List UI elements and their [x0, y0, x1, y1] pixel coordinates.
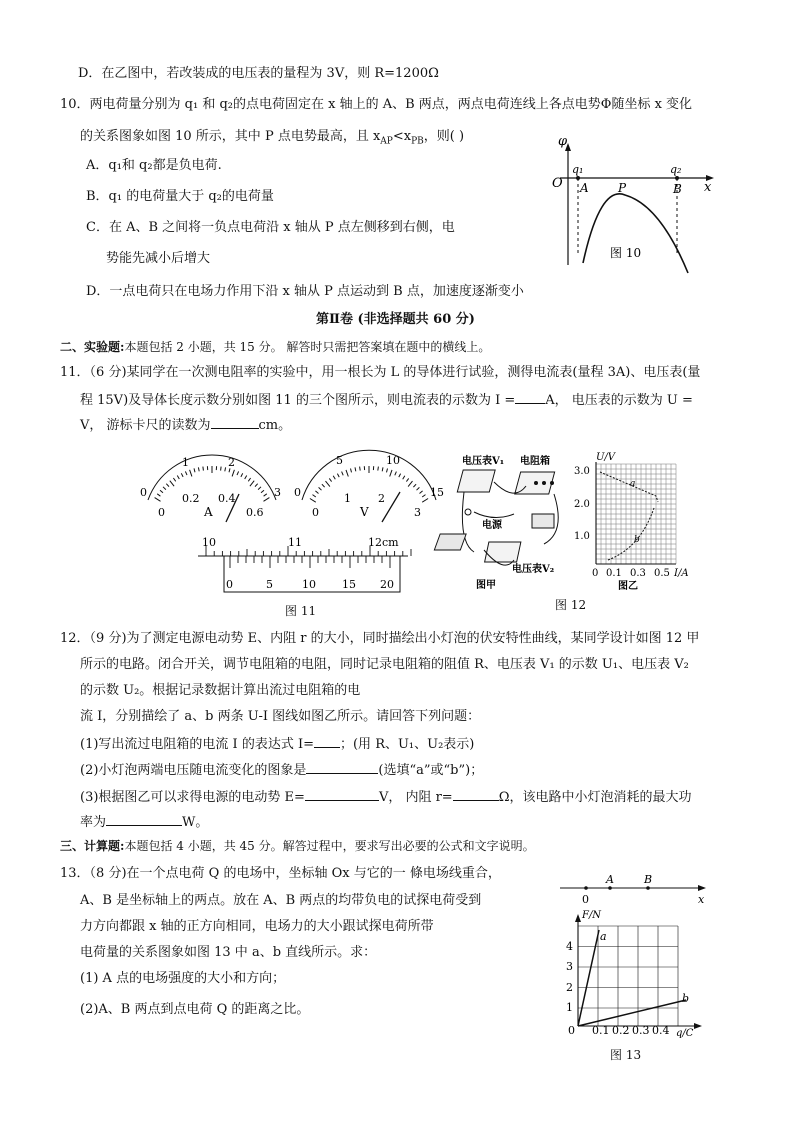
dial-tick	[170, 481, 174, 487]
dial-tick	[313, 495, 316, 497]
dial-tick	[422, 495, 425, 497]
q11-line3-a: V， 游标卡尺的读数为	[80, 418, 211, 433]
dial-tick	[355, 467, 356, 471]
fig12-xtick-05: 0.5	[654, 568, 670, 579]
fig13-axis-x: x	[698, 893, 705, 906]
q12-sub2-a: (2)小灯泡两端电压随电流变化的图象是	[80, 763, 307, 778]
dial-tick	[378, 467, 379, 471]
dial-tick	[241, 473, 243, 477]
fig13-ytick-4: 4	[566, 940, 573, 953]
voltmeter-bottom-2: 2	[378, 492, 385, 505]
dial-tick	[264, 494, 267, 496]
dial-tick	[399, 474, 401, 478]
dial-tick	[190, 470, 192, 477]
fig12-ytick-2: 2.0	[574, 499, 590, 510]
caliper-vernier-0: 0	[226, 578, 233, 591]
ammeter-top-3: 3	[274, 486, 281, 499]
q12-blank-emf[interactable]	[305, 786, 379, 801]
voltmeter-top-15: 15	[430, 486, 444, 499]
fig12-label-yi: 图乙	[618, 581, 638, 592]
q13-sub1: (1) A 点的电场强度的大小和方向；	[80, 971, 286, 986]
fig12-series-b: b	[634, 535, 640, 545]
dial-tick	[319, 487, 322, 490]
fig13-xlabel: q/C	[676, 1028, 694, 1039]
dial-tick	[248, 478, 250, 481]
q11-stem-line2	[80, 389, 693, 410]
voltmeter-top-5: 5	[336, 454, 343, 467]
q10-option-c-line1: C．在 A、B 之间将一负点电荷沿 x 轴从 P 点左侧移到右侧，电	[86, 220, 455, 235]
dial-tick	[261, 490, 264, 493]
dial-tick	[387, 469, 388, 473]
fig10-label-p: P	[618, 181, 627, 195]
dial-tick	[185, 471, 187, 475]
q11-blank-current[interactable]	[515, 389, 545, 404]
q11-line3-b: cm。	[258, 418, 292, 433]
q11-line2-a: 程 15V)及导体长度示数分别如图 11 的三个图所示，则电流表的示数为 I =	[80, 393, 516, 408]
fig13-ytick-2: 2	[566, 981, 573, 994]
fig10-label-a: A	[580, 181, 589, 195]
fig12-ytick-1: 1.0	[574, 531, 590, 542]
fig12-graph	[570, 452, 690, 592]
dial-tick	[326, 481, 330, 487]
dial-tick	[315, 491, 318, 494]
q12-stem-line4: 流 I，分别描绘了 a、b 两条 U-I 图线如图乙所示。请回答下列问题：	[80, 709, 481, 724]
ammeter-bottom-06: 0.6	[246, 506, 264, 519]
q12-sub3-e: W。	[182, 815, 209, 830]
voltmeter-top-0: 0	[294, 486, 301, 499]
caliper-vernier-5: 5	[266, 578, 273, 591]
fig13-axis	[560, 870, 710, 906]
fig12-ytick-3: 3.0	[574, 466, 590, 477]
q10-option-b: B．q₁ 的电荷量大于 q₂的电荷量	[86, 189, 274, 204]
q12-sub3-a: (3)根据图乙可以求得电源的电动势 E=	[80, 790, 305, 805]
section2-heading	[60, 338, 490, 356]
voltmeter-top-10: 10	[386, 454, 400, 467]
dial-tick	[163, 487, 166, 490]
caliper-main-10: 10	[202, 536, 216, 549]
fig10-axis-phi: φ	[558, 134, 568, 149]
q10-stem-line1: 10．两电荷量分别为 q₁ 和 q₂的点电荷固定在 x 轴上的 A、B 两点，两点电荷连线上各点电势Φ随坐标 x 变化	[60, 97, 693, 112]
ammeter-bottom-04: 0.4	[218, 492, 236, 505]
fig12-xtick-01: 0.1	[606, 568, 622, 579]
q12-sub2	[80, 759, 483, 780]
dial-tick	[194, 468, 195, 472]
fig13-caption: 图 13	[610, 1048, 642, 1062]
ammeter-bottom-02: 0.2	[182, 492, 200, 505]
q12-blank-current[interactable]	[314, 733, 340, 748]
dial-tick	[403, 476, 405, 480]
dial-tick	[346, 470, 348, 477]
fig10-label-q1: q₁	[572, 163, 584, 176]
q10-line2-end: ，则( )	[423, 129, 465, 144]
fig10-label-q2: q₂	[670, 163, 682, 176]
dial-tick	[250, 481, 254, 487]
section2-heading-bold: 二、实验题:	[60, 340, 125, 354]
fig13-ytick-0: 0	[568, 1024, 575, 1037]
dial-tick	[255, 484, 258, 487]
dial-tick	[181, 473, 183, 477]
dial-tick	[155, 498, 161, 502]
fig12-circuit	[454, 452, 572, 592]
ammeter-top-1: 1	[182, 456, 189, 469]
dial-tick	[245, 476, 247, 480]
q10-sub-ap: AP	[380, 136, 393, 147]
q10-line2-text: 的关系图象如图 10 所示，其中 P 点电势最高，且 x	[80, 129, 381, 144]
fig13-series-b: b	[682, 992, 690, 1005]
q12-sub2-b: (选填“a”或“b”)；	[378, 763, 484, 778]
q12-blank-power[interactable]	[106, 811, 182, 826]
dial-tick	[406, 478, 408, 481]
voltmeter-bottom-1: 1	[344, 492, 351, 505]
dial-tick	[337, 474, 339, 478]
dial-tick	[225, 467, 226, 471]
dial-tick	[420, 491, 423, 494]
caliper-main-11: 11	[288, 536, 302, 549]
q12-sub1-a: (1)写出流过电阻箱的电流 I 的表达式 I=	[80, 737, 314, 752]
ammeter-top-2: 2	[228, 456, 235, 469]
fig13-ytick-3: 3	[566, 960, 573, 973]
voltmeter-unit: V	[360, 505, 369, 519]
section3-heading-bold: 三、计算题:	[60, 839, 125, 853]
q13-stem-line4: 电荷量的关系图象如图 13 中 a、b 直线所示。求：	[80, 945, 377, 960]
dial-tick	[333, 476, 335, 480]
dial-tick	[408, 481, 412, 487]
dial-tick	[417, 487, 420, 490]
ammeter-top-0: 0	[140, 486, 147, 499]
dial-tick	[342, 472, 344, 476]
caliper-vernier-20: 20	[380, 578, 394, 591]
fig10-origin: O	[552, 176, 563, 191]
dial-tick	[258, 487, 261, 490]
ammeter-dial	[136, 452, 288, 522]
dial-tick	[322, 484, 325, 487]
dial-tick	[198, 467, 199, 471]
dial-tick	[237, 471, 239, 475]
fig12-label-jia: 图甲	[476, 580, 496, 591]
fig13-line-a	[578, 930, 599, 1026]
fig13-xtick-02: 0.2	[612, 1024, 630, 1037]
dial-tick	[395, 472, 397, 476]
fig13-line-b	[578, 1000, 686, 1026]
q12-blank-resistance[interactable]	[453, 786, 499, 801]
q11-blank-caliper[interactable]	[211, 414, 259, 429]
q12-sub3-b: V， 内阻 r=	[378, 790, 453, 805]
fig10-label-b: B	[673, 182, 682, 196]
fig13-ylabel: F/N	[582, 910, 602, 921]
dial-tick	[390, 470, 392, 477]
q12-stem-line2: 所示的电路。闭合开关，调节电阻箱的电阻，同时记录电阻箱的阻值 R、电压表 V₁ 的示数 U₁、电压表 V₂	[80, 657, 689, 672]
ammeter-unit: A	[204, 505, 213, 519]
q11-stem-line3	[80, 414, 291, 435]
q12-sub3	[80, 786, 691, 807]
dial-tick	[173, 478, 175, 481]
voltmeter-dial	[290, 452, 450, 522]
fig13-point-a: A	[606, 873, 614, 886]
fig12-label-box: 电阻箱	[520, 456, 550, 467]
fig12-xlabel: I/A	[674, 568, 689, 579]
fig13-xtick-03: 0.3	[632, 1024, 650, 1037]
q13-sub2: (2)A、B 两点到点电荷 Q 的距离之比。	[80, 1002, 310, 1017]
dial-tick	[232, 470, 234, 477]
fig12-label-power: 电源	[482, 520, 502, 531]
dial-tick	[264, 498, 270, 502]
section3-heading-rest: 本题包括 4 小题，共 45 分。解答过程中，要求写出必要的公式和文字说明。	[124, 839, 535, 853]
section3-heading	[60, 837, 535, 855]
q10-option-d: D．一点电荷只在电场力作用下沿 x 轴从 P 点运动到 B 点，加速度逐渐变小	[86, 284, 524, 299]
q13-stem-line3: 力方向都跟 x 轴的正方向相同，电场力的大小跟试探电荷所带	[80, 919, 434, 934]
dial-tick	[413, 484, 416, 487]
dial-tick	[160, 490, 163, 493]
dial-tick	[360, 467, 361, 471]
q12-sub1	[80, 733, 474, 754]
dial-tick	[310, 499, 316, 503]
dial-tick	[422, 499, 428, 503]
caliper-main-12: 12cm	[368, 536, 399, 549]
dial-tick	[177, 476, 179, 480]
dial-tick	[221, 467, 222, 471]
fig13-graph	[558, 910, 708, 1040]
dial-tick	[382, 467, 383, 471]
section2-heading-rest: 本题包括 2 小题，共 15 分。 解答时只需把答案填在题中的横线上。	[124, 340, 491, 354]
fig13-origin: 0	[582, 893, 589, 906]
ammeter-bottom-0: 0	[158, 506, 165, 519]
dial-tick	[166, 484, 169, 487]
q12-stem-line3: 的示数 U₂。根据记录数据计算出流过电阻箱的电	[80, 683, 361, 698]
fig13-ytick-1: 1	[566, 1001, 573, 1014]
q9-option-d: D．在乙图中，若改装成的电压表的量程为 3V，则 R=1200Ω	[78, 66, 439, 81]
dial-tick	[351, 469, 352, 473]
q11-line2-b: A， 电压表的示数为 U =	[545, 393, 693, 408]
fig13-series-a: a	[600, 930, 607, 943]
q10-line2-mid: <x	[392, 129, 412, 144]
q12-sub1-b: ；(用 R、U₁、U₂表示)	[339, 737, 475, 752]
fig10-caption: 图 10	[610, 246, 642, 260]
fig12-label-v2: 电压表V₂	[512, 564, 555, 575]
caliper-vernier-15: 15	[342, 578, 356, 591]
fig12-xtick-03: 0.3	[630, 568, 646, 579]
caliper-vernier-10: 10	[302, 578, 316, 591]
fig11-caption: 图 11	[285, 604, 317, 618]
q10-sub-pb: PB	[411, 136, 424, 147]
dial-tick	[157, 494, 160, 496]
dial-tick	[203, 467, 204, 471]
fig12-ylabel: U/V	[596, 452, 616, 463]
voltmeter-bottom-0: 0	[312, 506, 319, 519]
fig13-xtick-01: 0.1	[592, 1024, 610, 1037]
q11-stem-line1: 11．（6 分)某同学在一次测电阻率的实验中，用一根长为 L 的导体进行试验，测得电流表(量程 3A)、电压表(量	[60, 365, 701, 380]
voltmeter-bottom-3: 3	[414, 506, 421, 519]
fig12-label-v1: 电压表V₁	[462, 456, 505, 467]
dial-tick	[329, 478, 331, 481]
q10-option-c-line2: 势能先减小后增大	[106, 251, 211, 266]
q10-stem-line2	[80, 128, 464, 151]
fig10-axis-x: x	[704, 180, 712, 195]
q12-blank-graph[interactable]	[306, 759, 378, 774]
q12-sub3-c: Ω，该电路中小灯泡消耗的最大功	[498, 790, 692, 805]
q12-stem-line1: 12．（9 分)为了测定电源电动势 E、内阻 r 的大小，同时描绘出小灯泡的伏安特性曲线，某同学设计如图 12 甲	[60, 631, 700, 646]
q10-option-a: A．q₁和 q₂都是负电荷.	[86, 158, 222, 173]
figure-10	[540, 135, 730, 275]
fig12-xtick-0: 0	[592, 568, 599, 579]
fig12-series-a: a	[630, 479, 636, 489]
fig13-point-b: B	[644, 873, 653, 886]
section2-title: 第Ⅱ卷 (非选择题共 60 分)	[316, 312, 475, 327]
q13-stem-line1: 13．（8 分)在一个点电荷 Q 的电场中，坐标轴 Ox 与它的一 條电场线重合，	[60, 866, 501, 881]
vernier-caliper	[198, 536, 410, 598]
q12-sub3-line2	[80, 811, 208, 832]
fig12-caption: 图 12	[555, 598, 587, 612]
fig13-xtick-04: 0.4	[652, 1024, 670, 1037]
q13-stem-line2: A、B 是坐标轴上的两点。放在 A、B 两点的均带负电的试探电荷受到	[80, 893, 482, 908]
q12-sub3-d: 率为	[80, 815, 107, 830]
